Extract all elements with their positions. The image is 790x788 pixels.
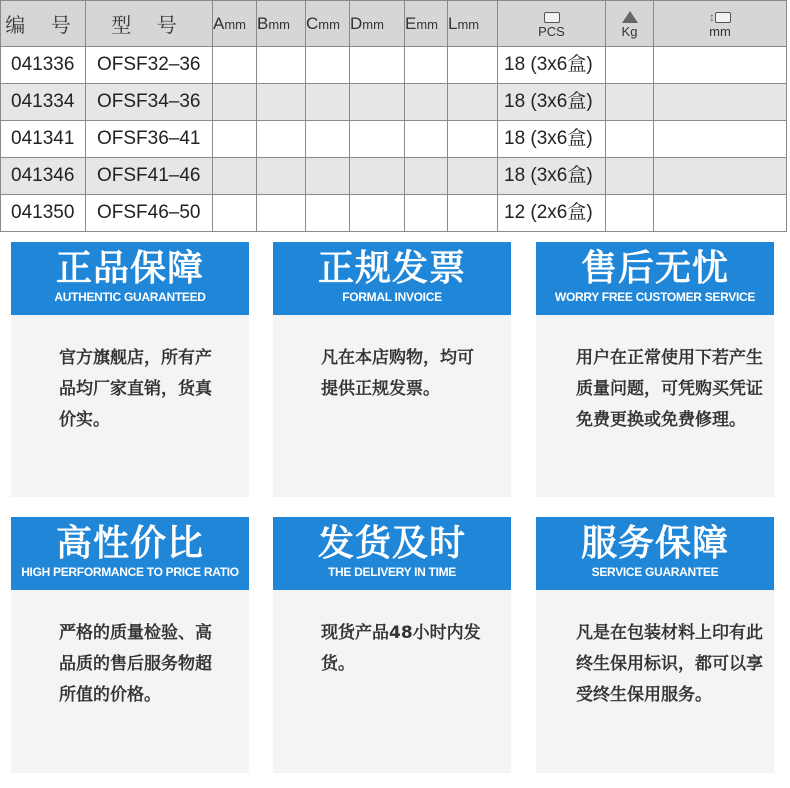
table-row (1, 195, 787, 232)
card-authentic (11, 242, 249, 497)
cell-code: 041334 (1, 84, 86, 121)
card-subtitle: HIGH PERFORMANCE TO PRICE RATIO (21, 565, 239, 579)
header-pcs: PCS (498, 1, 606, 47)
header-d: Dmm (350, 1, 405, 47)
header-model: 型 号 (86, 1, 213, 47)
cell-pcs: 18 (3x6盒) (498, 84, 606, 121)
card-delivery (273, 517, 511, 773)
cell-code: 041350 (1, 195, 86, 232)
cell-code: 041341 (1, 121, 86, 158)
card-body (273, 590, 511, 773)
card-title: 服务保障 (580, 523, 729, 564)
spec-table (0, 0, 787, 232)
table-row (1, 121, 787, 158)
cell-model: OFSF36–41 (86, 121, 213, 158)
card-text: 官方旗舰店，所有产品均厂家直销，货真价实。 (59, 348, 212, 430)
header-l: Lmm (448, 1, 498, 47)
cell-code: 041336 (1, 47, 86, 84)
card-title: 售后无忧 (580, 248, 729, 289)
cell-pcs: 18 (3x6盒) (498, 121, 606, 158)
cell-pcs: 18 (3x6盒) (498, 158, 606, 195)
card-header (536, 517, 774, 590)
card-body (536, 315, 774, 497)
length-icon: ↕ (709, 9, 715, 24)
card-body (536, 590, 774, 773)
cell-model: OFSF32–36 (86, 47, 213, 84)
card-body (11, 315, 249, 497)
card-invoice (273, 242, 511, 497)
header-a: Amm (213, 1, 257, 47)
cell-code: 041346 (1, 158, 86, 195)
card-subtitle: FORMAL INVOICE (342, 290, 442, 304)
weight-icon (622, 11, 638, 23)
card-body (11, 590, 249, 773)
box-icon (715, 12, 731, 23)
header-c: Cmm (306, 1, 350, 47)
card-header (273, 242, 511, 315)
card-subtitle: SERVICE GUARANTEE (591, 565, 719, 579)
cell-pcs: 12 (2x6盒) (498, 195, 606, 232)
cell-model: OFSF46–50 (86, 195, 213, 232)
card-price-ratio (11, 517, 249, 773)
table-row (1, 84, 787, 121)
card-header (11, 242, 249, 315)
card-service (536, 517, 774, 773)
card-text: 凡在本店购物，均可提供正规发票。 (321, 348, 474, 399)
card-header (536, 242, 774, 315)
box-icon (544, 12, 560, 23)
card-text: 用户在正常使用下若产生质量问题，可凭购买凭证免费更换或免费修理。 (576, 348, 763, 430)
card-header (273, 517, 511, 590)
header-e: Emm (405, 1, 448, 47)
header-code: 编 号 (1, 1, 86, 47)
card-body (273, 315, 511, 497)
card-title: 正品保障 (55, 248, 204, 289)
card-subtitle: THE DELIVERY IN TIME (327, 565, 457, 579)
header-b: Bmm (257, 1, 306, 47)
card-subtitle: WORRY FREE CUSTOMER SERVICE (554, 290, 756, 304)
card-text: 凡是在包装材料上印有此终生保用标识，都可以享受终生保用服务。 (576, 623, 763, 705)
header-length: ↕ mm (654, 1, 787, 47)
card-worry-free (536, 242, 774, 497)
table-row (1, 47, 787, 84)
table-row (1, 158, 787, 195)
card-title: 发货及时 (317, 523, 466, 564)
cell-model: OFSF41–46 (86, 158, 213, 195)
header-kg: Kg (606, 1, 654, 47)
cell-model: OFSF34–36 (86, 84, 213, 121)
card-subtitle: AUTHENTIC GUARANTEED (54, 290, 206, 304)
card-text: 现货产品48小时内发货。 (321, 623, 481, 674)
card-title: 正规发票 (317, 248, 466, 289)
cell-pcs: 18 (3x6盒) (498, 47, 606, 84)
card-title: 高性价比 (55, 523, 204, 564)
table-header-row (1, 1, 787, 47)
card-text: 严格的质量检验、高品质的售后服务物超所值的价格。 (59, 623, 212, 705)
card-header (11, 517, 249, 590)
